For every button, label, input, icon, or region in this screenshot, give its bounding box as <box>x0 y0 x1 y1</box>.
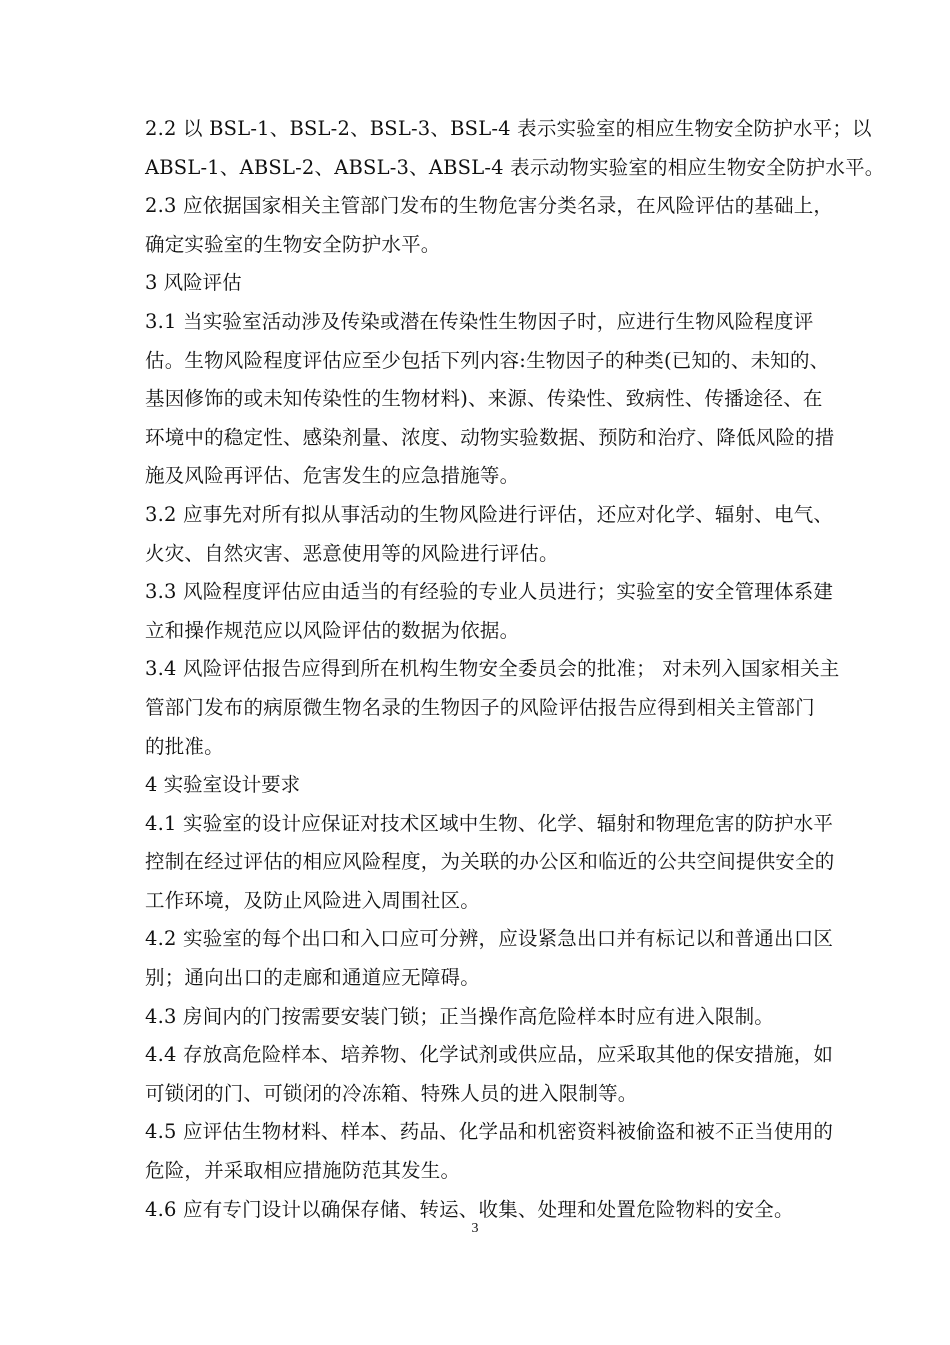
text-line: 确定实验室的生物安全防护水平。 <box>145 232 441 256</box>
text-line: 工作环境，及防止风险进入周围社区。 <box>145 888 480 912</box>
text-line: 2.3 应依据国家相关主管部门发布的生物危害分类名录，在风险评估的基础上， <box>145 194 834 218</box>
text-line: 施及风险再评估、危害发生的应急措施等。 <box>145 464 520 488</box>
text-line: 4 实验室设计要求 <box>145 773 301 797</box>
document-body <box>145 110 885 1229</box>
text-line: 3 风险评估 <box>145 271 242 295</box>
text-line: 3.4 风险评估报告应得到所在机构生物安全委员会的批准； 对未列入国家相关主 <box>145 657 840 681</box>
paragraph-3-4 <box>145 650 840 766</box>
paragraph-4-2 <box>145 920 834 997</box>
text-line: 4.3 房间内的门按需要安装门锁；正当操作高危险样本时应有进入限制。 <box>145 1004 775 1028</box>
text-line: 4.5 应评估生物材料、样本、药品、化学品和机密资料被偷盗和被不正当使用的 <box>145 1120 834 1144</box>
text-line: 管部门发布的病原微生物名录的生物因子的风险评估报告应得到相关主管部门 <box>145 695 815 719</box>
text-line: 2.2 以 BSL-1、BSL-2、BSL-3、BSL-4 表示实验室的相应生物安全防护水平；以 <box>145 117 872 140</box>
text-line: 立和操作规范应以风险评估的数据为依据。 <box>145 618 520 642</box>
text-line: 4.2 实验室的每个出口和入口应可分辨，应设紧急出口并有标记以和普通出口区 <box>145 927 834 951</box>
paragraph-4-4 <box>145 1036 834 1113</box>
text-line: ABSL-1、ABSL-2、ABSL-3、ABSL-4 表示动物实验室的相应生物安全防护水平。 <box>145 155 885 179</box>
paragraph-2-2 <box>145 110 885 187</box>
text-line: 可锁闭的门、可锁闭的冷冻箱、特殊人员的进入限制等。 <box>145 1081 638 1105</box>
text-line: 控制在经过评估的相应风险程度，为关联的办公区和临近的公共空间提供安全的 <box>145 850 835 874</box>
text-line: 4.1 实验室的设计应保证对技术区域中生物、化学、辐射和物理危害的防护水平 <box>145 811 834 835</box>
paragraph-4-3 <box>145 998 815 1037</box>
text-line: 环境中的稳定性、感染剂量、浓度、动物实验数据、预防和治疗、降低风险的措 <box>145 425 835 449</box>
paragraph-3-2 <box>145 496 834 573</box>
text-line: 4.4 存放高危险样本、培养物、化学试剂或供应品，应采取其他的保安措施，如 <box>145 1043 834 1067</box>
text-line: 火灾、自然灾害、恶意使用等的风险进行评估。 <box>145 541 559 565</box>
paragraph-3-1 <box>145 303 835 496</box>
section-heading-4 <box>145 766 815 805</box>
section-heading-3 <box>145 264 815 303</box>
text-line: 3.3 风险程度评估应由适当的有经验的专业人员进行；实验室的安全管理体系建 <box>145 580 834 604</box>
text-line: 3.1 当实验室活动涉及传染或潜在传染性生物因子时，应进行生物风险程度评 <box>145 309 814 333</box>
text-line: 别；通向出口的走廊和通道应无障碍。 <box>145 966 480 990</box>
page-number: 3 <box>471 1221 479 1236</box>
text-line: 的批准。 <box>145 734 224 758</box>
paragraph-4-1 <box>145 805 835 921</box>
paragraph-4-5 <box>145 1113 834 1190</box>
text-line: 危险，并采取相应措施防范其发生。 <box>145 1159 461 1183</box>
paragraph-3-3 <box>145 573 834 650</box>
text-line: 3.2 应事先对所有拟从事活动的生物风险进行评估，还应对化学、辐射、电气、 <box>145 502 834 526</box>
text-line: 基因修饰的或未知传染性的生物材料)、来源、传染性、致病性、传播途径、在 <box>145 387 823 411</box>
text-line: 4.6 应有专门设计以确保存储、转运、收集、处理和处置危险物料的安全。 <box>145 1197 794 1221</box>
paragraph-2-3 <box>145 187 834 264</box>
text-line: 估。生物风险程度评估应至少包括下列内容:生物因子的种类(已知的、未知的、 <box>145 348 830 372</box>
